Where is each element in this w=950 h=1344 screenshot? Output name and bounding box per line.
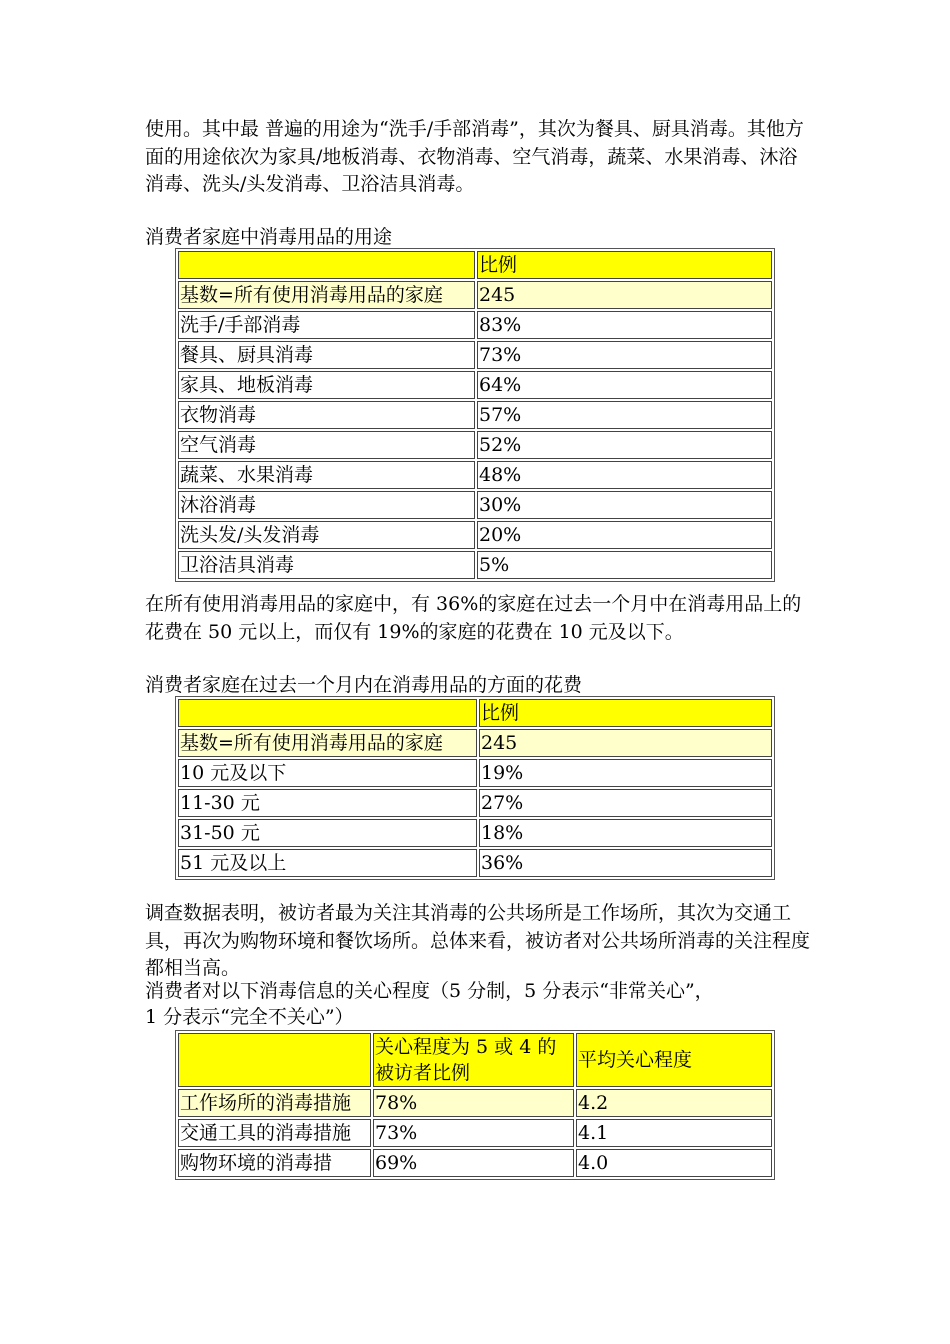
row-value: 5% bbox=[477, 551, 772, 579]
concern-table bbox=[175, 1030, 775, 1180]
base-value: 245 bbox=[477, 281, 772, 309]
table-row bbox=[178, 819, 772, 847]
row-value: 27% bbox=[479, 789, 772, 817]
row-label: 餐具、厨具消毒 bbox=[178, 341, 475, 369]
header-cell-empty bbox=[178, 251, 475, 279]
base-label: 基数=所有使用消毒用品的家庭 bbox=[178, 281, 475, 309]
usage-table bbox=[175, 248, 775, 582]
table3-caption-line1: 消费者对以下消毒信息的关心程度（5 分制，5 分表示“非常关心”， bbox=[145, 980, 714, 1002]
row-label: 沐浴消毒 bbox=[178, 491, 475, 519]
row-value: 18% bbox=[479, 819, 772, 847]
row-pct: 73% bbox=[373, 1119, 574, 1147]
row-label: 11-30 元 bbox=[178, 789, 477, 817]
row-label: 购物环境的消毒措 bbox=[178, 1149, 371, 1177]
row-label: 10 元及以下 bbox=[178, 759, 477, 787]
row-pct: 78% bbox=[373, 1089, 574, 1117]
table-row bbox=[178, 491, 772, 519]
table-row bbox=[178, 1119, 772, 1147]
table-row bbox=[178, 551, 772, 579]
attention-paragraph: 调查数据表明，被访者最为关注其消毒的公共场所是工作场所，其次为交通工具，再次为购物环境和餐饮场所。总体来看，被访者对公共场所消毒的关注程度都相当高。 bbox=[145, 902, 811, 979]
header-cell-empty bbox=[178, 699, 477, 727]
row-value: 20% bbox=[477, 521, 772, 549]
table-row bbox=[178, 461, 772, 489]
table3-caption-line2: 1 分表示“完全不关心”） bbox=[145, 1006, 354, 1028]
row-value: 73% bbox=[477, 341, 772, 369]
table-row bbox=[178, 311, 772, 339]
table-base-row bbox=[178, 281, 772, 309]
table-header-row bbox=[178, 1033, 772, 1087]
table-row bbox=[178, 1089, 772, 1117]
header-cell-ratio: 关心程度为 5 或 4 的被访者比例 bbox=[373, 1033, 574, 1087]
row-label: 洗手/手部消毒 bbox=[178, 311, 475, 339]
base-label: 基数=所有使用消毒用品的家庭 bbox=[178, 729, 477, 757]
header-cell-empty bbox=[178, 1033, 371, 1087]
row-label: 交通工具的消毒措施 bbox=[178, 1119, 371, 1147]
table-row bbox=[178, 401, 772, 429]
row-value: 57% bbox=[477, 401, 772, 429]
table-base-row bbox=[178, 729, 772, 757]
row-label: 衣物消毒 bbox=[178, 401, 475, 429]
table-row bbox=[178, 431, 772, 459]
table-header-row bbox=[178, 251, 772, 279]
base-value: 245 bbox=[479, 729, 772, 757]
table-header-row bbox=[178, 699, 772, 727]
table-row bbox=[178, 759, 772, 787]
table-row bbox=[178, 789, 772, 817]
row-value: 36% bbox=[479, 849, 772, 877]
row-label: 家具、地板消毒 bbox=[178, 371, 475, 399]
row-value: 19% bbox=[479, 759, 772, 787]
spending-paragraph: 在所有使用消毒用品的家庭中，有 36%的家庭在过去一个月中在消毒用品上的花费在 50 元以上，而仅有 19%的家庭的花费在 10 元及以下。 bbox=[145, 593, 802, 643]
intro-paragraph: 使用。其中最 普遍的用途为“洗手/手部消毒”，其次为餐具、厨具消毒。其他方面的用途依次为家具/地板消毒、衣物消毒、空气消毒，蔬菜、水果消毒、沐浴消毒、洗头/头发消毒、卫浴洁具消毒。 bbox=[145, 118, 804, 195]
header-cell-ratio: 比例 bbox=[477, 251, 772, 279]
row-label: 蔬菜、水果消毒 bbox=[178, 461, 475, 489]
table-row bbox=[178, 371, 772, 399]
row-label: 工作场所的消毒措施 bbox=[178, 1089, 371, 1117]
row-pct: 69% bbox=[373, 1149, 574, 1177]
table-row bbox=[178, 849, 772, 877]
row-value: 48% bbox=[477, 461, 772, 489]
spending-table bbox=[175, 696, 775, 880]
row-value: 52% bbox=[477, 431, 772, 459]
row-value: 83% bbox=[477, 311, 772, 339]
row-avg: 4.2 bbox=[576, 1089, 772, 1117]
row-label: 卫浴洁具消毒 bbox=[178, 551, 475, 579]
row-label: 31-50 元 bbox=[178, 819, 477, 847]
row-label: 洗头发/头发消毒 bbox=[178, 521, 475, 549]
table-row bbox=[178, 341, 772, 369]
row-value: 64% bbox=[477, 371, 772, 399]
table1-caption: 消费者家庭中消毒用品的用途 bbox=[145, 226, 393, 248]
row-label: 空气消毒 bbox=[178, 431, 475, 459]
row-avg: 4.0 bbox=[576, 1149, 772, 1177]
row-value: 30% bbox=[477, 491, 772, 519]
table-row bbox=[178, 1149, 772, 1177]
header-cell-average: 平均关心程度 bbox=[576, 1033, 772, 1087]
row-avg: 4.1 bbox=[576, 1119, 772, 1147]
table2-caption: 消费者家庭在过去一个月内在消毒用品的方面的花费 bbox=[145, 674, 583, 696]
table-row bbox=[178, 521, 772, 549]
row-label: 51 元及以上 bbox=[178, 849, 477, 877]
header-cell-ratio: 比例 bbox=[479, 699, 772, 727]
